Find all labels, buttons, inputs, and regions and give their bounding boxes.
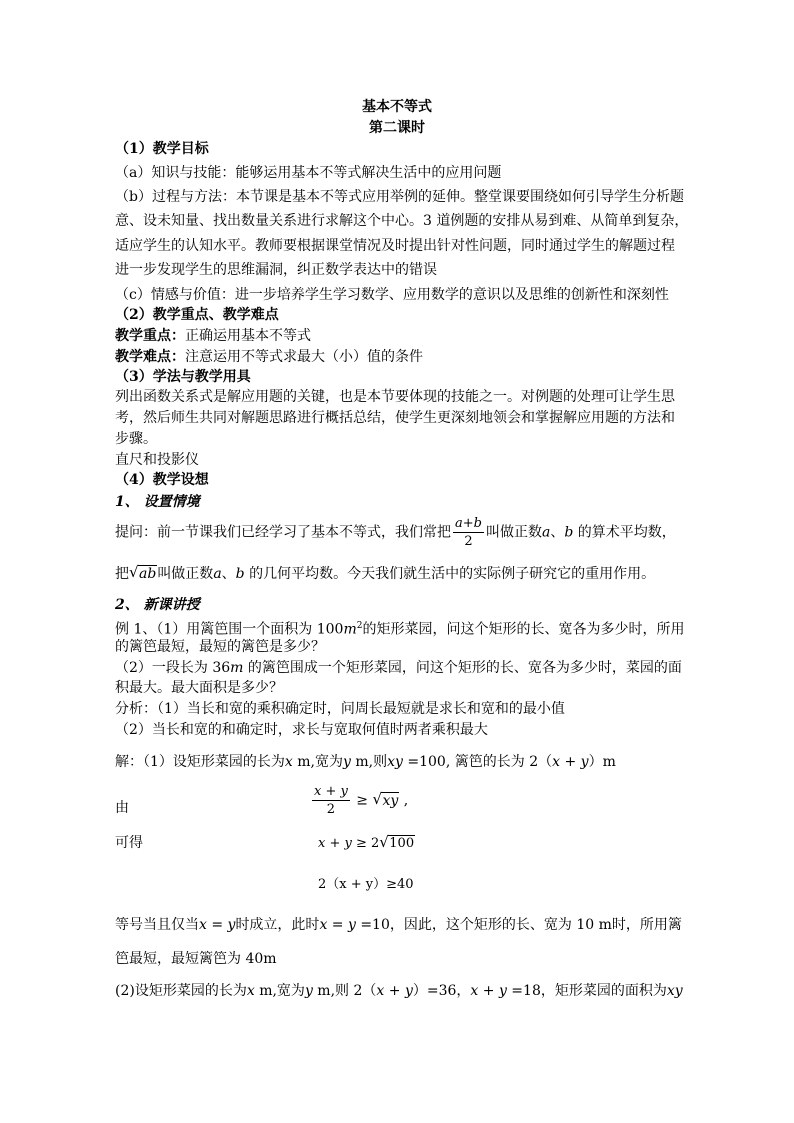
part-2-plus: + — [384, 983, 405, 999]
trailing-comma: , — [399, 792, 409, 809]
sqrt-ab: √ ab — [129, 563, 157, 582]
example-1-text: 例 1、（1）用篱笆围一个面积为 100 — [115, 621, 344, 638]
var-b: b — [564, 524, 574, 541]
unit-m-2: m — [230, 660, 244, 676]
condition-x-eq-y: x = y — [199, 917, 236, 933]
solution-prefix: 解：（1）设矩形菜园的长为 — [115, 754, 285, 770]
fraction-numerator: a+b — [455, 516, 482, 531]
var-a-2: a — [213, 566, 222, 582]
var-x-2: x — [552, 754, 561, 770]
sqrt-xy: √ xy — [372, 789, 399, 809]
objective-c: （c）情感与价值：进一步培养学生学习数学、应用数学的意识以及思维的创新性和深刻性 — [115, 287, 669, 303]
gm-post: 叫做正数 — [157, 566, 214, 582]
part-2-line — [115, 983, 683, 999]
example-1-post: 的矩形菜园，问这个矩形的长、宽各为多少时，所用 — [362, 621, 685, 638]
subsection-2-heading: 2、 新课讲授 — [115, 597, 200, 613]
section-1-heading: （1）教学目标 — [115, 141, 209, 157]
fraction-x-plus-y-denominator: 2 — [326, 802, 336, 817]
part-2-m1: m,宽为 — [254, 983, 305, 999]
geometric-mean-line — [115, 563, 656, 582]
solution-end: ）m — [588, 754, 616, 770]
teaching-tools: 直尺和投影仪 — [115, 452, 199, 468]
var-a: a — [541, 524, 551, 541]
solution-eq: =100, 篱笆的长为 2（ — [402, 754, 553, 770]
var-xy: xy — [387, 754, 403, 770]
method-line2: 考，然后师生共同对解题思路进行概括总结，使学生更深刻地领会和掌握解应用题的方法和 — [115, 410, 675, 426]
example-2-line1 — [115, 660, 682, 676]
conclusion-line1 — [115, 917, 682, 933]
unit-m: m — [343, 621, 357, 638]
separator: 、 — [550, 524, 565, 541]
objective-a: （a）知识与技能：能够运用基本不等式解决生活中的应用问题 — [115, 165, 502, 181]
question-line — [115, 516, 676, 549]
unit-exponent: 2 — [356, 621, 363, 631]
question-end: 的算术平均数， — [573, 524, 676, 541]
objective-b-line2: 意、设未知量、找出数量关系进行求解这个中心。3 道例题的安排从易到难、从简单到复杂， — [115, 213, 689, 229]
objective-b-line3: 适应学生的认知水平。教师要根据课堂情况及时提出针对性问题，同时通过学生的解题过程 — [115, 238, 675, 254]
part2-sum: x + y — [470, 983, 507, 999]
gm-prefix: 把 — [115, 566, 129, 582]
part2-var-x-2: x — [376, 983, 385, 999]
question-post: 叫做正数 — [485, 524, 542, 541]
key-point-text: 正确运用基本不等式 — [185, 328, 311, 344]
subsection-1-heading: 1、 设置情境 — [115, 494, 200, 510]
sqrt-100: √ 100 — [379, 833, 415, 851]
conclusion-prefix: 等号当且仅当 — [115, 917, 199, 933]
page-title: 基本不等式 — [362, 99, 432, 115]
condition-x-eq-y-2: x = y — [319, 917, 356, 933]
part-2-mid: ）=36， — [412, 983, 471, 999]
analysis-line1: 分析：（1）当长和宽的乘积确定时，问周长最短就是求长和宽和的最小值 — [115, 701, 565, 717]
objective-b-line4: 进一步发现学生的思维漏洞，纠正数学表达中的错误 — [115, 262, 437, 278]
part-2-tail: =18，矩形菜园的面积为 — [506, 983, 667, 999]
section-4-heading: （4）教学设想 — [115, 472, 209, 488]
section-3-heading: （3）学法与教学用具 — [115, 369, 251, 385]
conclusion-line2: 笆最短，最短篱笆为 40m — [115, 951, 277, 967]
page-subtitle: 第二课时 — [369, 120, 425, 136]
method-line1: 列出函数关系式是解应用题的关键，也是本节要体现的技能之一。对例题的处理可让学生思 — [115, 389, 675, 405]
inequality-perimeter: 2（x + y）≥40 — [318, 877, 414, 892]
difficult-point-text: 注意运用不等式求最大（小）值的条件 — [185, 349, 423, 365]
example-1-line1 — [115, 618, 684, 638]
inequality-sum — [318, 833, 415, 852]
objective-b-line1: （b）过程与方法：本节课是基本不等式应用举例的延伸。整堂课要围绕如何引导学生分析题 — [115, 189, 684, 205]
example-2-post: 的篱笆围成一个矩形菜园，问这个矩形的长、宽各为多少时，菜园的面 — [243, 660, 682, 676]
fraction-x-plus-y-numerator: x + y — [314, 784, 348, 799]
method-line3: 步骤。 — [115, 431, 157, 447]
key-point-label: 教学重点： — [115, 328, 185, 344]
separator-2: 、 — [221, 566, 236, 582]
key-point — [115, 328, 311, 344]
fraction-denominator: 2 — [464, 534, 473, 549]
part-2-m2: m,则 2（ — [312, 983, 377, 999]
example-1-line2: 的篱笆最短，最短的篱笆是多少？ — [115, 639, 325, 655]
by-label: 由 — [115, 800, 129, 816]
sqrt-xy-radicand: xy — [382, 792, 399, 809]
fraction-a-plus-b-over-2 — [453, 516, 484, 549]
part-2-prefix: (2)设矩形菜园的长为 — [115, 983, 247, 999]
gm-end: 的几何平均数。今天我们就生活中的实际例子研究它的重用作用。 — [244, 566, 656, 582]
inequality-am-gm — [310, 784, 408, 817]
sqrt-100-radicand: 100 — [389, 836, 415, 851]
var-y-2: y — [580, 754, 589, 770]
example-2-line2: 积最大。最大面积是多少？ — [115, 680, 283, 696]
solution-m1: m,宽为 — [292, 754, 344, 770]
plus-sign: + — [560, 754, 581, 770]
condition-value: =10 — [355, 917, 390, 933]
part2-area-xy: xy — [666, 983, 683, 999]
sqrt-ab-radicand: ab — [139, 566, 157, 582]
solution-m2: m,则 — [350, 754, 388, 770]
get-label: 可得 — [115, 835, 143, 851]
example-2-text: （2）一段长为 36 — [115, 660, 231, 676]
conclusion-mid: 时成立，此时 — [235, 917, 320, 933]
var-b-2: b — [235, 566, 245, 582]
ge-sign: ≥ — [351, 792, 373, 809]
conclusion-post: ，因此，这个矩形的长、宽为 10 m时，所用篱 — [389, 917, 682, 933]
sum-lhs: x + y — [318, 836, 352, 851]
part2-var-y-2: y — [404, 983, 413, 999]
fraction-x-plus-y-over-2 — [312, 784, 350, 817]
var-x: x — [284, 754, 293, 770]
difficult-point — [115, 349, 423, 365]
sum-ge: ≥ 2 — [351, 836, 380, 851]
difficult-point-label: 教学难点： — [115, 349, 185, 365]
solution-line — [115, 754, 616, 770]
part2-var-x: x — [246, 983, 255, 999]
analysis-line2: （2）当长和宽的和确定时，求长与宽取何值时两者乘积最大 — [115, 722, 488, 738]
var-y: y — [343, 754, 351, 770]
part2-var-y: y — [304, 983, 313, 999]
section-2-heading: （2）教学重点、教学难点 — [115, 307, 279, 323]
question-prefix: 提问：前一节课我们已经学习了基本不等式，我们常把 — [115, 524, 451, 541]
